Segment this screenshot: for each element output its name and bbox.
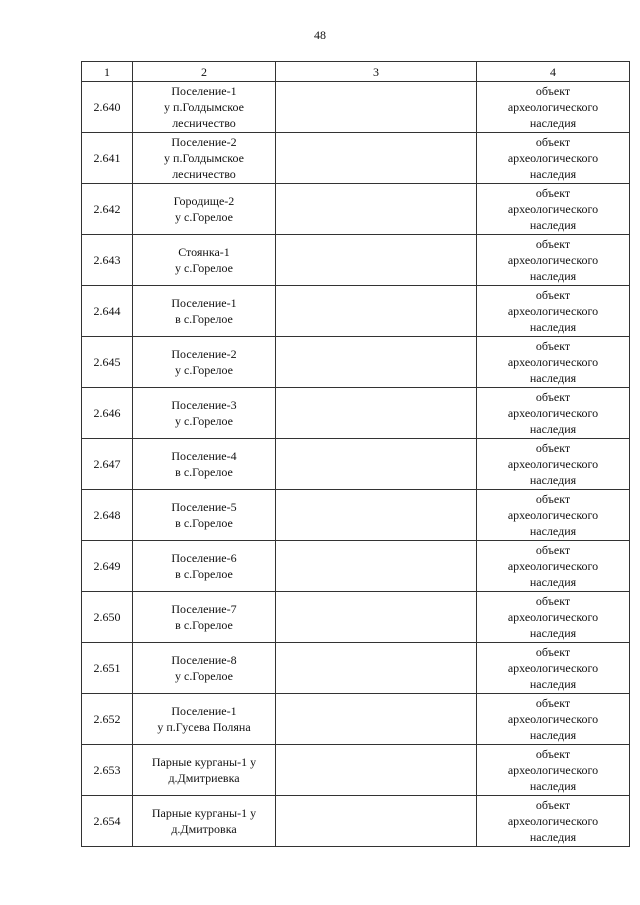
object-name: Поселение-1 у п.Гусева Поляна <box>157 704 251 734</box>
object-type: объект археологического наследия <box>507 645 599 691</box>
object-type-cell <box>477 643 630 694</box>
table-row <box>82 541 630 592</box>
object-name-cell <box>133 286 276 337</box>
column-3-cell-cell <box>276 82 477 133</box>
object-type-cell <box>477 490 630 541</box>
object-name: Поселение-4 в с.Горелое <box>171 449 237 479</box>
row-number: 2.651 <box>93 661 121 675</box>
object-name-cell <box>133 82 276 133</box>
object-name: Поселение-1 у п.Голдымское лесничество <box>164 84 244 130</box>
row-number-cell <box>82 286 133 337</box>
row-number: 2.644 <box>93 304 121 318</box>
object-name-cell <box>133 133 276 184</box>
object-name: Поселение-2 у с.Горелое <box>171 347 237 377</box>
row-number-cell <box>82 592 133 643</box>
row-number-cell <box>82 184 133 235</box>
object-type-cell <box>477 745 630 796</box>
row-number-cell <box>82 490 133 541</box>
object-type-cell <box>477 184 630 235</box>
header-col-4: 4 <box>477 62 630 82</box>
object-name-cell <box>133 541 276 592</box>
object-name-cell <box>133 592 276 643</box>
object-type-cell <box>477 388 630 439</box>
row-number-cell <box>82 694 133 745</box>
object-type: объект археологического наследия <box>507 798 599 844</box>
column-3-cell-cell <box>276 490 477 541</box>
object-name-cell <box>133 796 276 847</box>
row-number: 2.646 <box>93 406 121 420</box>
object-name-cell <box>133 643 276 694</box>
column-3-cell-cell <box>276 184 477 235</box>
header-col-2: 2 <box>133 62 276 82</box>
column-3-cell-cell <box>276 337 477 388</box>
object-name: Поселение-6 в с.Горелое <box>171 551 237 581</box>
object-name: Поселение-5 в с.Горелое <box>171 500 237 530</box>
page-number: 48 <box>314 28 326 42</box>
table-row <box>82 439 630 490</box>
object-type: объект археологического наследия <box>507 390 599 436</box>
header-col-3: 3 <box>276 62 477 82</box>
object-name-cell <box>133 337 276 388</box>
row-number: 2.653 <box>93 763 121 777</box>
column-3-cell-cell <box>276 286 477 337</box>
object-name: Парные курганы-1 у д.Дмитриевка <box>151 755 257 785</box>
table-row <box>82 286 630 337</box>
object-name: Парные курганы-1 у д.Дмитровка <box>151 806 257 836</box>
object-name-cell <box>133 388 276 439</box>
object-type: объект археологического наследия <box>507 594 599 640</box>
object-name-cell <box>133 745 276 796</box>
header-col-1: 1 <box>82 62 133 82</box>
column-3-cell-cell <box>276 388 477 439</box>
table-row <box>82 133 630 184</box>
table-row <box>82 388 630 439</box>
table-row <box>82 490 630 541</box>
object-type-cell <box>477 541 630 592</box>
object-name-cell <box>133 184 276 235</box>
row-number-cell <box>82 235 133 286</box>
row-number: 2.647 <box>93 457 121 471</box>
object-type-cell <box>477 235 630 286</box>
object-name: Городище-2 у с.Горелое <box>173 194 235 224</box>
column-3-cell-cell <box>276 745 477 796</box>
object-type: объект археологического наследия <box>507 696 599 742</box>
row-number-cell <box>82 439 133 490</box>
column-3-cell-cell <box>276 796 477 847</box>
heritage-table <box>81 61 630 847</box>
object-name: Поселение-8 у с.Горелое <box>171 653 237 683</box>
row-number-cell <box>82 745 133 796</box>
object-name-cell <box>133 439 276 490</box>
object-type-cell <box>477 592 630 643</box>
object-name: Поселение-1 в с.Горелое <box>171 296 237 326</box>
header-row <box>82 62 630 82</box>
object-type: объект археологического наследия <box>507 135 599 181</box>
object-name-cell <box>133 694 276 745</box>
row-number: 2.650 <box>93 610 121 624</box>
row-number-cell <box>82 643 133 694</box>
column-3-cell-cell <box>276 235 477 286</box>
object-type-cell <box>477 286 630 337</box>
table-row <box>82 184 630 235</box>
object-type-cell <box>477 694 630 745</box>
column-3-cell-cell <box>276 133 477 184</box>
object-type: объект археологического наследия <box>507 288 599 334</box>
table-row <box>82 796 630 847</box>
table-body <box>82 82 630 847</box>
table-row <box>82 82 630 133</box>
row-number: 2.648 <box>93 508 121 522</box>
row-number-cell <box>82 541 133 592</box>
table-row <box>82 694 630 745</box>
object-type-cell <box>477 82 630 133</box>
object-type: объект археологического наследия <box>507 492 599 538</box>
column-3-cell-cell <box>276 694 477 745</box>
object-type: объект археологического наследия <box>507 339 599 385</box>
row-number-cell <box>82 796 133 847</box>
object-type: объект археологического наследия <box>507 543 599 589</box>
row-number: 2.645 <box>93 355 121 369</box>
table-row <box>82 235 630 286</box>
object-type: объект археологического наследия <box>507 441 599 487</box>
object-type-cell <box>477 133 630 184</box>
object-name-cell <box>133 490 276 541</box>
row-number: 2.643 <box>93 253 121 267</box>
column-3-cell-cell <box>276 439 477 490</box>
row-number: 2.641 <box>93 151 121 165</box>
row-number: 2.654 <box>93 814 121 828</box>
object-type-cell <box>477 439 630 490</box>
object-name: Поселение-7 в с.Горелое <box>171 602 237 632</box>
object-type: объект археологического наследия <box>507 84 599 130</box>
row-number-cell <box>82 337 133 388</box>
row-number-cell <box>82 82 133 133</box>
row-number-cell <box>82 388 133 439</box>
object-name: Поселение-2 у п.Голдымское лесничество <box>164 135 244 181</box>
table-row <box>82 745 630 796</box>
object-name: Поселение-3 у с.Горелое <box>171 398 237 428</box>
table-row <box>82 592 630 643</box>
object-type: объект археологического наследия <box>507 237 599 283</box>
object-type-cell <box>477 337 630 388</box>
table-header <box>82 62 630 82</box>
row-number: 2.642 <box>93 202 121 216</box>
row-number: 2.652 <box>93 712 121 726</box>
column-3-cell-cell <box>276 643 477 694</box>
object-type: объект археологического наследия <box>507 186 599 232</box>
column-3-cell-cell <box>276 541 477 592</box>
column-3-cell-cell <box>276 592 477 643</box>
object-name-cell <box>133 235 276 286</box>
table-row <box>82 643 630 694</box>
table-row <box>82 337 630 388</box>
row-number: 2.649 <box>93 559 121 573</box>
row-number: 2.640 <box>93 100 121 114</box>
object-name: Стоянка-1 у с.Горелое <box>175 245 233 275</box>
row-number-cell <box>82 133 133 184</box>
object-type: объект археологического наследия <box>507 747 599 793</box>
object-type-cell <box>477 796 630 847</box>
